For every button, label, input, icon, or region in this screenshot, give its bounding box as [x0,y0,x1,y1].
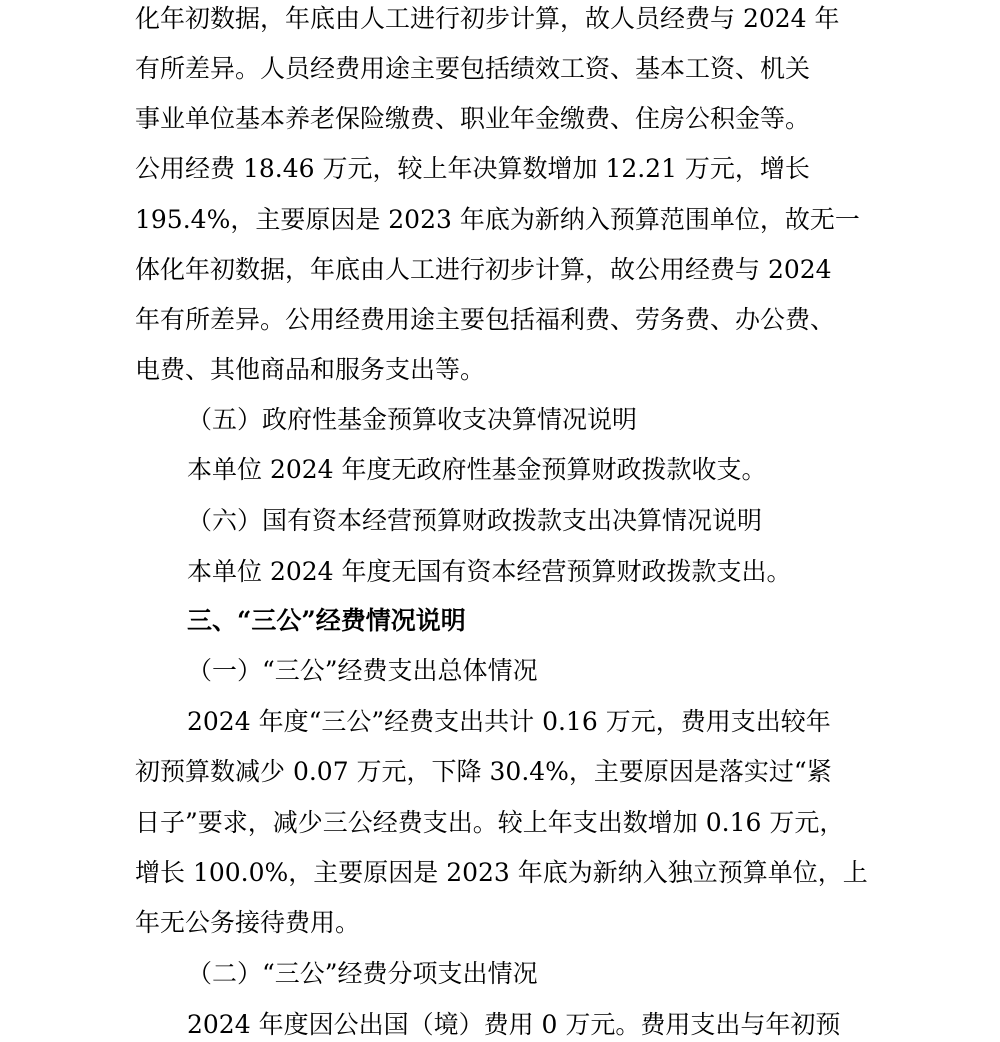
paragraph-line: 初预算数减少 0.07 万元，下降 30.4%，主要原因是落实过“紧 [135,757,832,786]
paragraph-line: 化年初数据，年底由人工进行初步计算，故人员经费与 2024 年 [135,4,840,33]
paragraph-line: 事业单位基本养老保险缴费、职业年金缴费、住房公积金等。 [135,104,811,133]
section-heading-two: （二）“三公”经费分项支出情况 [187,959,538,988]
paragraph-line: 体化年初数据，年底由人工进行初步计算，故公用经费与 2024 [135,255,832,284]
section-heading-one: （一）“三公”经费支出总体情况 [187,656,538,685]
paragraph-line: 日子”要求，减少三公经费支出。较上年支出数增加 0.16 万元， [135,808,845,837]
paragraph-line: 增长 100.0%，主要原因是 2023 年底为新纳入独立预算单位，上 [135,858,868,887]
paragraph-line: 2024 年度因公出国（境）费用 0 万元。费用支出与年初预 [187,1010,841,1039]
chapter-heading-three: 三、“三公”经费情况说明 [187,606,466,635]
paragraph-line: 本单位 2024 年度无政府性基金预算财政拨款收支。 [187,455,767,484]
paragraph-line: 195.4%，主要原因是 2023 年底为新纳入预算范围单位，故无一 [135,205,860,234]
section-heading-five: （五）政府性基金预算收支决算情况说明 [187,405,638,434]
paragraph-line: 公用经费 18.46 万元，较上年决算数增加 12.21 万元，增长 [135,154,810,183]
paragraph-line: 年有所差异。公用经费用途主要包括福利费、劳务费、办公费、 [135,305,836,334]
paragraph-line: 电费、其他商品和服务支出等。 [135,355,486,384]
section-heading-six: （六）国有资本经营预算财政拨款支出决算情况说明 [187,506,763,535]
paragraph-line: 年无公务接待费用。 [135,908,361,937]
paragraph-line: 本单位 2024 年度无国有资本经营预算财政拨款支出。 [187,557,792,586]
paragraph-line: 2024 年度“三公”经费支出共计 0.16 万元，费用支出较年 [187,707,831,736]
paragraph-line: 有所差异。人员经费用途主要包括绩效工资、基本工资、机关 [135,54,811,83]
